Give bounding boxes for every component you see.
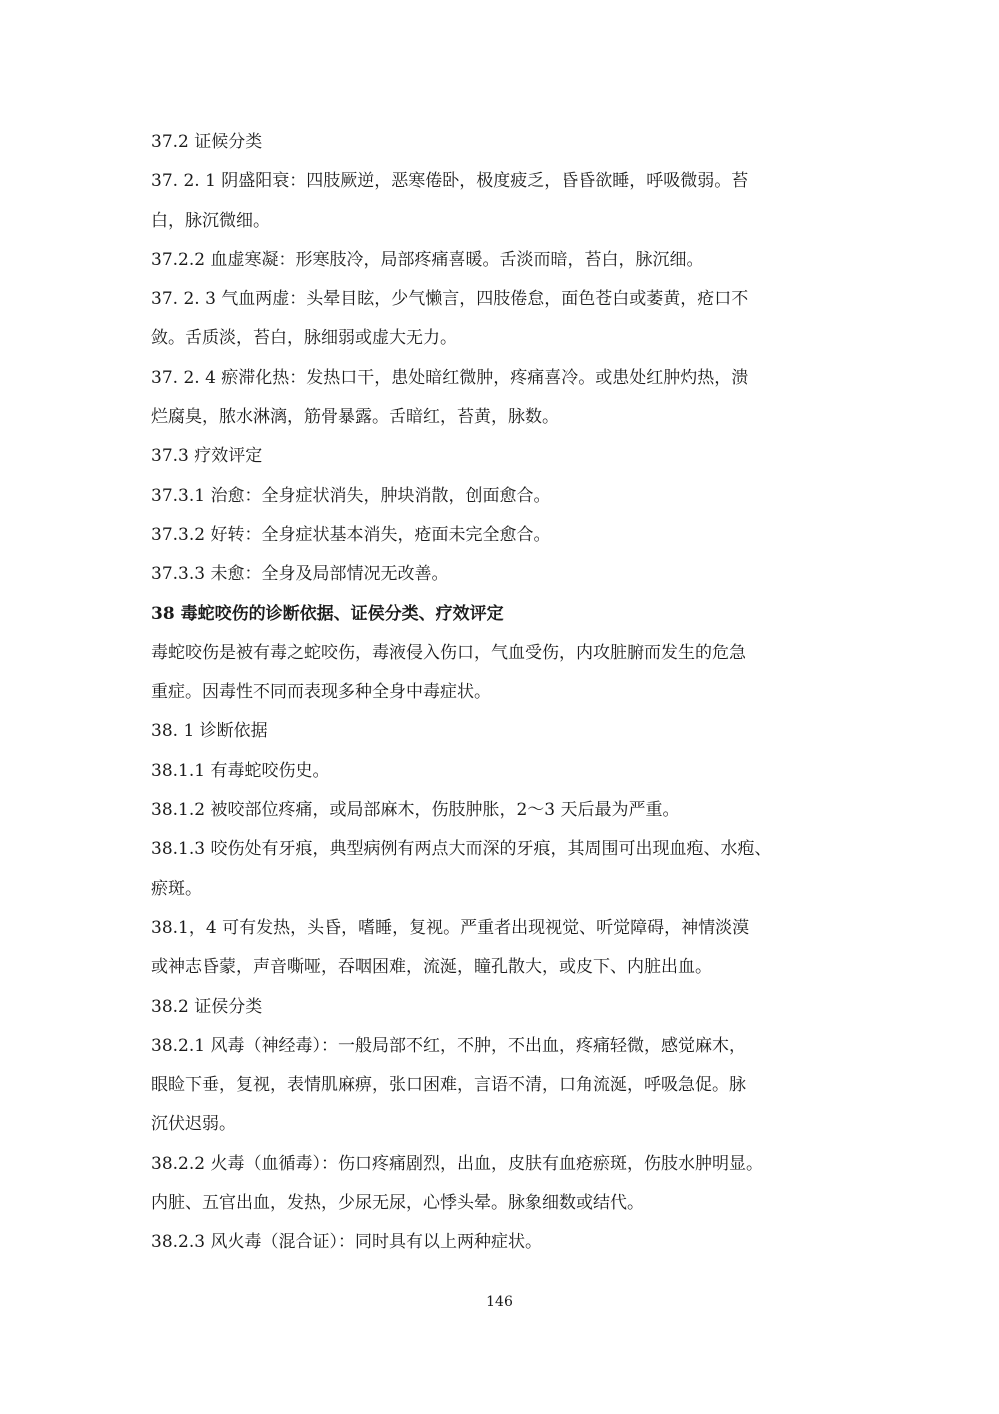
text-line: 38.1.2 被咬部位疼痛，或局部麻木，伤肢肿胀，2～3 天后最为严重。: [151, 800, 680, 821]
text-line: 37. 2. 1 阴盛阳衰：四肢厥逆，恶寒倦卧，极度疲乏，昏昏欲睡，呼吸微弱。苔: [151, 171, 749, 192]
text-line: 37.3.3 未愈：全身及局部情况无改善。: [151, 564, 449, 585]
text-line: 瘀斑。: [151, 878, 202, 899]
chapter-heading-38: 38 毒蛇咬伤的诊断依据、证侯分类、疗效评定: [151, 603, 504, 624]
section-heading-37-2: 37.2 证候分类: [151, 132, 263, 152]
text-line: 或神志昏蒙，声音嘶哑，吞咽困难，流涎，瞳孔散大，或皮下、内脏出血。: [151, 957, 712, 978]
text-line: 烂腐臭，脓水淋漓，筋骨暴露。舌暗红，苔黄，脉数。: [151, 407, 559, 428]
section-heading-37-3: 37.3 疗效评定: [151, 446, 263, 467]
text-line: 38.2.3 风火毒（混合证）：同时具有以上两种症状。: [151, 1232, 542, 1253]
text-line: 37.3.2 好转：全身症状基本消失，疮面未完全愈合。: [151, 524, 551, 545]
page-number: 146: [486, 1294, 513, 1310]
text-line: 内脏、五官出血，发热，少尿无尿，心悸头晕。脉象细数或结代。: [151, 1193, 644, 1214]
text-line: 38.1，4 可有发热，头昏，嗜睡，复视。严重者出现视觉、听觉障碍，神情淡漠: [151, 917, 750, 938]
section-heading-38-2: 38.2 证侯分类: [151, 996, 263, 1017]
text-line: 37.2.2 血虚寒凝：形寒肢冷，局部疼痛喜暖。舌淡而暗，苔白，脉沉细。: [151, 249, 704, 270]
text-line: 37. 2. 3 气血两虚：头晕目眩，少气懒言，四肢倦怠，面色苍白或萎黄，疮口不: [151, 289, 749, 310]
text-line: 37. 2. 4 瘀滞化热：发热口干，患处暗红微肿，疼痛喜冷。或患处红肿灼热，溃: [151, 367, 749, 388]
section-heading-38-1: 38. 1 诊断依据: [151, 721, 268, 742]
text-line: 白，脉沉微细。: [151, 210, 270, 231]
text-line: 沉伏迟弱。: [151, 1114, 236, 1135]
text-line: 38.2.2 火毒（血循毒）：伤口疼痛剧烈，出血，皮肤有血疮瘀斑，伤肢水肿明显。: [151, 1153, 763, 1174]
text-line: 38.2.1 风毒（神经毒）：一般局部不红，不肿，不出血，疼痛轻微，感觉麻木，: [151, 1035, 746, 1056]
text-line: 敛。舌质淡，苔白，脉细弱或虚大无力。: [151, 328, 457, 349]
text-line: 37.3.1 治愈：全身症状消失，肿块消散，创面愈合。: [151, 485, 551, 506]
text-line: 重症。因毒性不同而表现多种全身中毒症状。: [151, 682, 491, 703]
text-line: 38.1.1 有毒蛇咬伤史。: [151, 760, 330, 781]
text-line: 眼睑下垂，复视，表情肌麻痹，张口困难，言语不清，口角流涎，呼吸急促。脉: [151, 1075, 746, 1096]
text-line: 毒蛇咬伤是被有毒之蛇咬伤，毒液侵入伤口，气血受伤，内攻脏腑而发生的危急: [151, 642, 746, 663]
page-body: [151, 123, 851, 1263]
text-line: 38.1.3 咬伤处有牙痕，典型病例有两点大而深的牙痕，其周围可出现血疱、水疱、: [151, 839, 772, 860]
